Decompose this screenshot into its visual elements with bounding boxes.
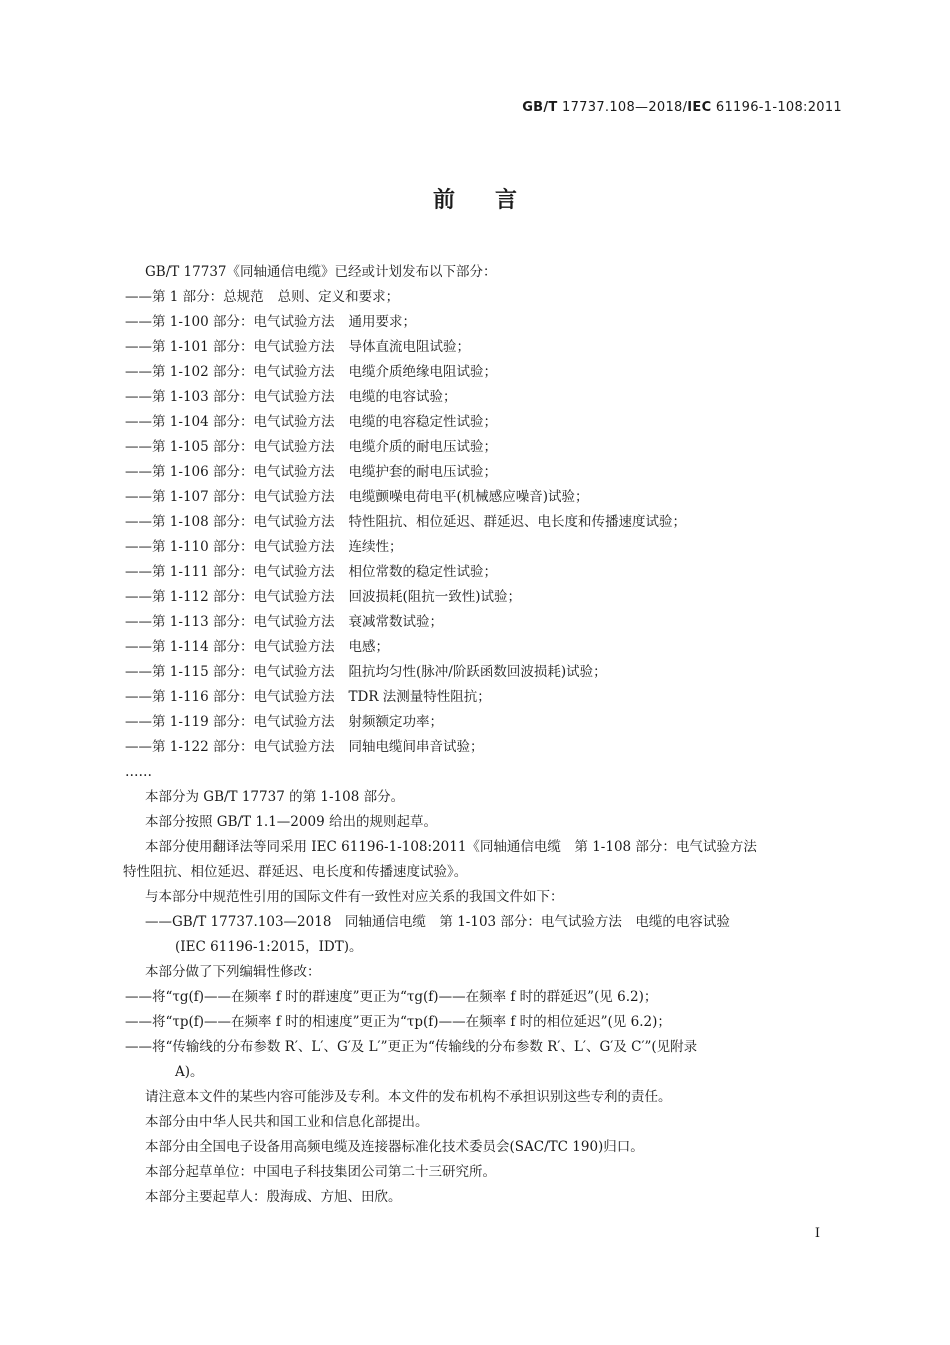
part-number: ——第 1-119 部分：电气试验方法: [125, 714, 335, 730]
part-name: 相位常数的稳定性试验；: [348, 564, 498, 580]
part-item: [123, 335, 843, 360]
paragraph-patent: 请注意本文件的某些内容可能涉及专利。本文件的发布机构不承担识别这些专利的责任。: [145, 1089, 672, 1105]
part-number: ——第 1-122 部分：电气试验方法: [125, 739, 335, 755]
part-name: 通用要求；: [348, 314, 417, 330]
paragraph-adoption-line1: 本部分使用翻译法等同采用 IEC 61196-1-108:2011《同轴通信电缆 第 1-108 部分：电气试验方法: [145, 839, 757, 855]
part-number: ——第 1-112 部分：电气试验方法: [125, 589, 335, 605]
part-item: [123, 635, 843, 660]
part-name: 连续性；: [348, 539, 403, 555]
intro-paragraph: GB/T 17737《同轴通信电缆》已经或计划发布以下部分：: [145, 264, 497, 280]
part-name: TDR 法测量特性阻抗；: [348, 689, 491, 705]
part-item: [123, 435, 843, 460]
part-item: [123, 710, 843, 735]
part-name: 特性阻抗、相位延迟、群延迟、电长度和传播速度试验；: [348, 514, 687, 530]
page-title: 前言: [432, 188, 557, 213]
paragraph-committee: 本部分由全国电子设备用高频电缆及连接器标准化技术委员会(SAC/TC 190)归口。: [145, 1139, 644, 1155]
part-item: [123, 660, 843, 685]
standard-number-header: [522, 100, 842, 115]
part-item: [123, 610, 843, 635]
part-name: 电缆护套的耐电压试验；: [348, 464, 498, 480]
part-number: ——第 1-113 部分：电气试验方法: [125, 614, 335, 630]
part-name: 电缆介质绝缘电阻试验；: [348, 364, 498, 380]
ellipsis: ……: [125, 764, 152, 780]
part-item: [123, 685, 843, 710]
paragraph-drafting-unit: 本部分起草单位：中国电子科技集团公司第二十三研究所。: [145, 1164, 496, 1180]
part-number: ——第 1-115 部分：电气试验方法: [125, 664, 335, 680]
part-number: ——第 1-102 部分：电气试验方法: [125, 364, 335, 380]
iec-prefix: IEC: [687, 100, 712, 115]
part-number: ——第 1-110 部分：电气试验方法: [125, 539, 335, 555]
part-name: 回波损耗(阻抗一致性)试验；: [348, 589, 522, 605]
paragraph-adoption-line2: 特性阻抗、相位延迟、群延迟、电长度和传播速度试验》。: [123, 864, 468, 880]
part-name: 电缆的电容试验；: [348, 389, 457, 405]
part-number: ——第 1-106 部分：电气试验方法: [125, 464, 335, 480]
part-item: [123, 360, 843, 385]
part-name: 电感；: [348, 639, 390, 655]
part-name: 电缆介质的耐电压试验；: [348, 439, 498, 455]
preface-body: [123, 260, 843, 1210]
part-name: 同轴电缆间串音试验；: [348, 739, 484, 755]
paragraph-proposer: 本部分由中华人民共和国工业和信息化部提出。: [145, 1114, 429, 1130]
part-number: ——第 1-100 部分：电气试验方法: [125, 314, 335, 330]
edit-item-1: ——将“τg(f)——在频率 f 时的群速度”更正为“τg(f)——在频率 f 时的群延迟”(见 6.2)；: [125, 989, 658, 1005]
part-number: ——第 1-108 部分：电气试验方法: [125, 514, 335, 530]
part-number: ——第 1 部分：总规范: [125, 289, 264, 305]
parts-list: [123, 285, 843, 760]
part-number: ——第 1-116 部分：电气试验方法: [125, 689, 335, 705]
page-number: I: [814, 1226, 820, 1241]
edit-item-3-line2: A)。: [175, 1064, 204, 1080]
part-item: [123, 535, 843, 560]
part-name: 射频额定功率；: [348, 714, 444, 730]
part-item: [123, 460, 843, 485]
part-item: [123, 310, 843, 335]
part-number: ——第 1-103 部分：电气试验方法: [125, 389, 335, 405]
part-name: 衰减常数试验；: [348, 614, 444, 630]
part-name: 总则、定义和要求；: [277, 289, 400, 305]
part-item: [123, 735, 843, 760]
part-item: [123, 285, 843, 310]
part-item: [123, 510, 843, 535]
reference-line1: ——GB/T 17737.103—2018 同轴通信电缆 第 1-103 部分：电气试验方法 电缆的电容试验: [145, 914, 730, 930]
paragraph-correspondence: 与本部分中规范性引用的国际文件有一致性对应关系的我国文件如下：: [145, 889, 564, 905]
part-item: [123, 485, 843, 510]
paragraph-part-scope: 本部分为 GB/T 17737 的第 1-108 部分。: [145, 789, 405, 805]
part-number: ——第 1-104 部分：电气试验方法: [125, 414, 335, 430]
part-number: ——第 1-105 部分：电气试验方法: [125, 439, 335, 455]
edit-item-2: ——将“τp(f)——在频率 f 时的相速度”更正为“τp(f)——在频率 f 时的相位延迟”(见 6.2)；: [125, 1014, 671, 1030]
part-number: ——第 1-101 部分：电气试验方法: [125, 339, 335, 355]
part-number: ——第 1-107 部分：电气试验方法: [125, 489, 335, 505]
part-name: 电缆颤噪电荷电平(机械感应噪音)试验；: [348, 489, 589, 505]
part-item: [123, 560, 843, 585]
reference-line2: (IEC 61196-1:2015，IDT)。: [175, 939, 363, 955]
paragraph-drafters: 本部分主要起草人：殷海成、方旭、田欣。: [145, 1189, 402, 1205]
edit-item-3-line1: ——将“传输线的分布参数 R′、L′、G′及 L′”更正为“传输线的分布参数 R′、L′、G′及 C′”(见附录: [125, 1039, 698, 1055]
paragraph-drafting-rules: 本部分按照 GB/T 1.1—2009 给出的规则起草。: [145, 814, 437, 830]
part-item: [123, 385, 843, 410]
part-item: [123, 585, 843, 610]
part-number: ——第 1-111 部分：电气试验方法: [125, 564, 335, 580]
part-name: 导体直流电阻试验；: [348, 339, 471, 355]
iec-number: 61196-1-108:2011: [715, 100, 842, 115]
paragraph-edits: 本部分做了下列编辑性修改：: [145, 964, 321, 980]
part-number: ——第 1-114 部分：电气试验方法: [125, 639, 335, 655]
std-number: 17737.108—2018/: [562, 100, 688, 115]
part-name: 阻抗均匀性(脉冲/阶跃函数回波损耗)试验；: [348, 664, 607, 680]
part-name: 电缆的电容稳定性试验；: [348, 414, 498, 430]
std-prefix: GB/T: [522, 100, 558, 115]
part-item: [123, 410, 843, 435]
